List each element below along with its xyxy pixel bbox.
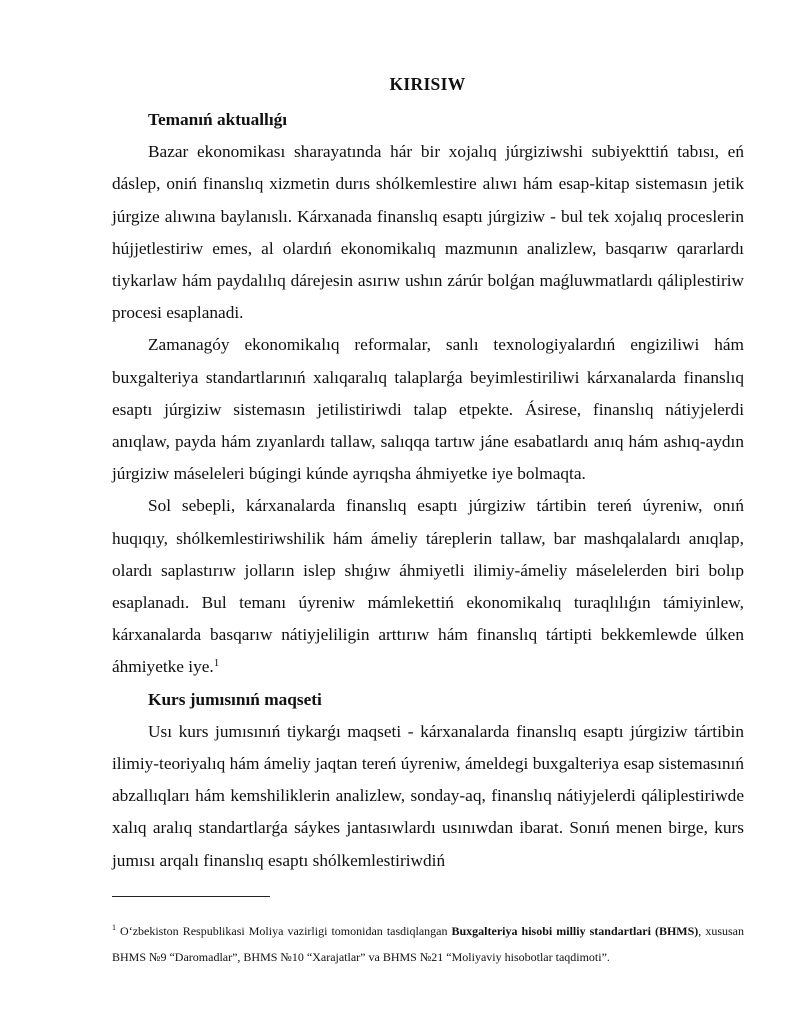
document-body (112, 104, 744, 877)
footnote-reference[interactable]: 1 (213, 657, 220, 670)
paragraph (112, 490, 744, 683)
page-title: KIRISIW (389, 74, 466, 94)
paragraph: Zamanagóy ekonomikalıq reformalar, sanlı texnologiyalardıń engiziliwi hám buxgalteriya standartlarınıń xalıqaralıq talaplarǵa beyimlestiriliwi kárxanalarda finanslıq esaptı júrgiziw sistemasın jetilistiriwdi talap etpekte. Ásirese, finanslıq nátiyjelerdi anıqlaw, payda hám zıyanlardı tallaw, salıqqa tartıw jáne esabatlardı anıq hám ashıq-aydın júrgiziw máseleleri búgingi kúnde ayrıqsha áhmiyetke iye bolmaqta. (112, 335, 744, 484)
paragraph: Usı kurs jumısınıń tiykarǵı maqseti - kárxanalarda finanslıq esaptı júrgiziw tártibin ilimiy-teoriyalıq hám ámeliy jaqtan tereń úyreniw, ámeldegi buxgalteriya esap sistemasınıń abzallıqları hám kemshiliklerin analizlew, sonday-aq, finanslıq nátiyjelerdi qáliplestiriwde xalıq aralıq standartlarǵa sáykes jantasıwlardı usınıwdan ibarat. Sonıń menen birge, kurs jumısı arqalı finanslıq esaptı shólkemlestiriwdiń (112, 721, 744, 870)
section-heading-goal: Kurs jumısınıń maqseti (148, 689, 322, 709)
footnote-number: 1 (112, 923, 116, 932)
paragraph: Bazar ekonomikası sharayatında hár bir xojalıq júrgiziwshi subiyekttiń tabısı, eń dáslep, oniń finanslıq xizmetin durıs shólkemlestire alıwı hám esap-kitap sistemasın jetik júrgize alıwına baylanıslı. Kárxanada finanslıq esaptı júrgiziw - bul tek xojalıq proceslerin hújjetlestiriw emes, al olardıń ekonomikalıq mazmunın analizlew, basqarıw qararlardı tiykarlaw hám paydalılıq dárejesin asırıw ushın zárúr bolǵan maǵluwmatlardı qáliplestiriw procesi esaplanadi. (112, 142, 744, 323)
footnote-bold-text: Buxgalteriya hisobi milliy standartlari (BHMS) (451, 924, 699, 938)
paragraph-text: Sol sebepli, kárxanalarda finanslıq esaptı júrgiziw tártibin tereń úyreniw, onıń huqıqıy, shólkemlestiriwshilik hám ámeliy táreplerin tallaw, bar mashqalalardı anıqlap, olardı saplastırıw jolların islep shıǵıw áhmiyetli ilimiy-ámeliy máselelerden biri bolıp esaplanadı. Bul temanı úyreniw mámlekettiń ekonomikalıq turaqlılıǵın támiyinlew, kárxanalarda basqarıw nátiyjeliligin arttırıw hám finanslıq tártipti bekkemlewde úlken áhmiyetke iye. (112, 496, 744, 677)
section-heading-relevance: Temanıń aktuallıǵı (148, 110, 288, 129)
footnote (112, 918, 744, 970)
footnote-text-end: , xususan BHMS №9 “Daromadlar”, BHMS №10 “Xarajatlar” va BHMS №21 “Moliyaviy hisobotlar taqdimoti”. (112, 924, 744, 964)
footnote-separator (112, 896, 270, 897)
footnote-text: O‘zbekiston Respublikasi Moliya vazirligi tomonidan tasdiqlangan (120, 924, 452, 938)
